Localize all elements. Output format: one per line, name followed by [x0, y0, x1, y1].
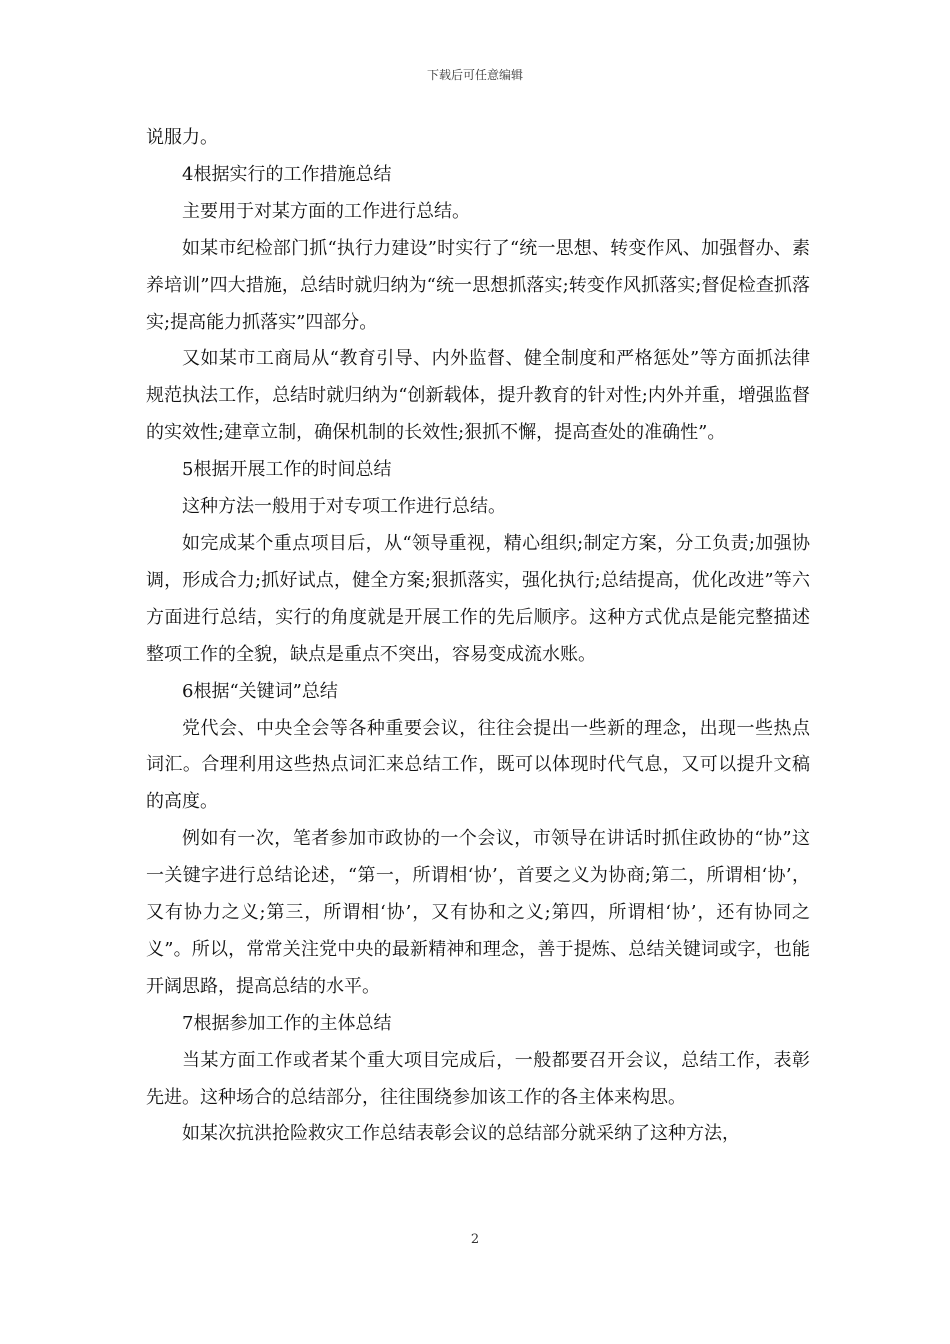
paragraph: 党代会、中央全会等各种重要会议，往往会提出一些新的理念，出现一些热点词汇。合理利用这些热点词汇来总结工作，既可以体现时代气息，又可以提升文稿的高度。	[146, 717, 810, 813]
section-heading: 5根据开展工作的时间总结	[182, 459, 392, 481]
paragraph: 如某次抗洪抢险救灾工作总结表彰会议的总结部分就采纳了这种方法，	[182, 1123, 740, 1145]
paragraph: 如完成某个重点项目后，从“领导重视，精心组织;制定方案，分工负责;加强协调，形成合力;抓好试点，健全方案;狠抓落实，强化执行;总结提高，优化改进”等六方面进行总结，实行的角度就是开展工作的先后顺序。这种方式优点是能完整描述整项工作的全貌，缺点是重点不突出，容易变成流水账。	[146, 532, 810, 665]
paragraph: 如某市纪检部门抓“执行力建设”时实行了“统一思想、转变作风、加强督办、素养培训”四大措施，总结时就归纳为“统一思想抓落实;转变作风抓落实;督促检查抓落实;提高能力抓落实”四部分。	[146, 237, 810, 333]
paragraph: 主要用于对某方面的工作进行总结。	[182, 200, 470, 222]
section-heading: 4根据实行的工作措施总结	[182, 163, 392, 185]
document-body	[146, 120, 810, 1153]
page-header: 下载后可任意编辑	[426, 68, 523, 82]
section-heading: 7根据参加工作的主体总结	[182, 1012, 392, 1034]
paragraph: 当某方面工作或者某个重大项目完成后，一般都要召开会议，总结工作，表彰先进。这种场合的总结部分，往往围绕参加该工作的各主体来构思。	[146, 1049, 810, 1108]
paragraph: 说服力。	[146, 127, 218, 148]
paragraph: 例如有一次，笔者参加市政协的一个会议，市领导在讲话时抓住政协的“协”这一关键字进行总结论述，“第一，所谓相‘协’，首要之义为协商;第二，所谓相‘协’，又有协力之义;第三，所谓相‘协’，又有协和之义;第四，所谓相‘协’，还有协同之义”。所以，常常关注党中央的最新精神和理念，善于提炼、总结关键词或字，也能开阔思路，提高总结的水平。	[146, 828, 810, 997]
page-number: 2	[470, 1232, 480, 1247]
paragraph: 这种方法一般用于对专项工作进行总结。	[182, 496, 506, 518]
section-heading: 6根据“关键词”总结	[182, 680, 338, 702]
paragraph: 又如某市工商局从“教育引导、内外监督、健全制度和严格惩处”等方面抓法律规范执法工作，总结时就归纳为“创新载体，提升教育的针对性;内外并重，增强监督的实效性;建章立制，确保机制的长效性;狠抓不懈，提高查处的准确性”。	[146, 348, 810, 444]
